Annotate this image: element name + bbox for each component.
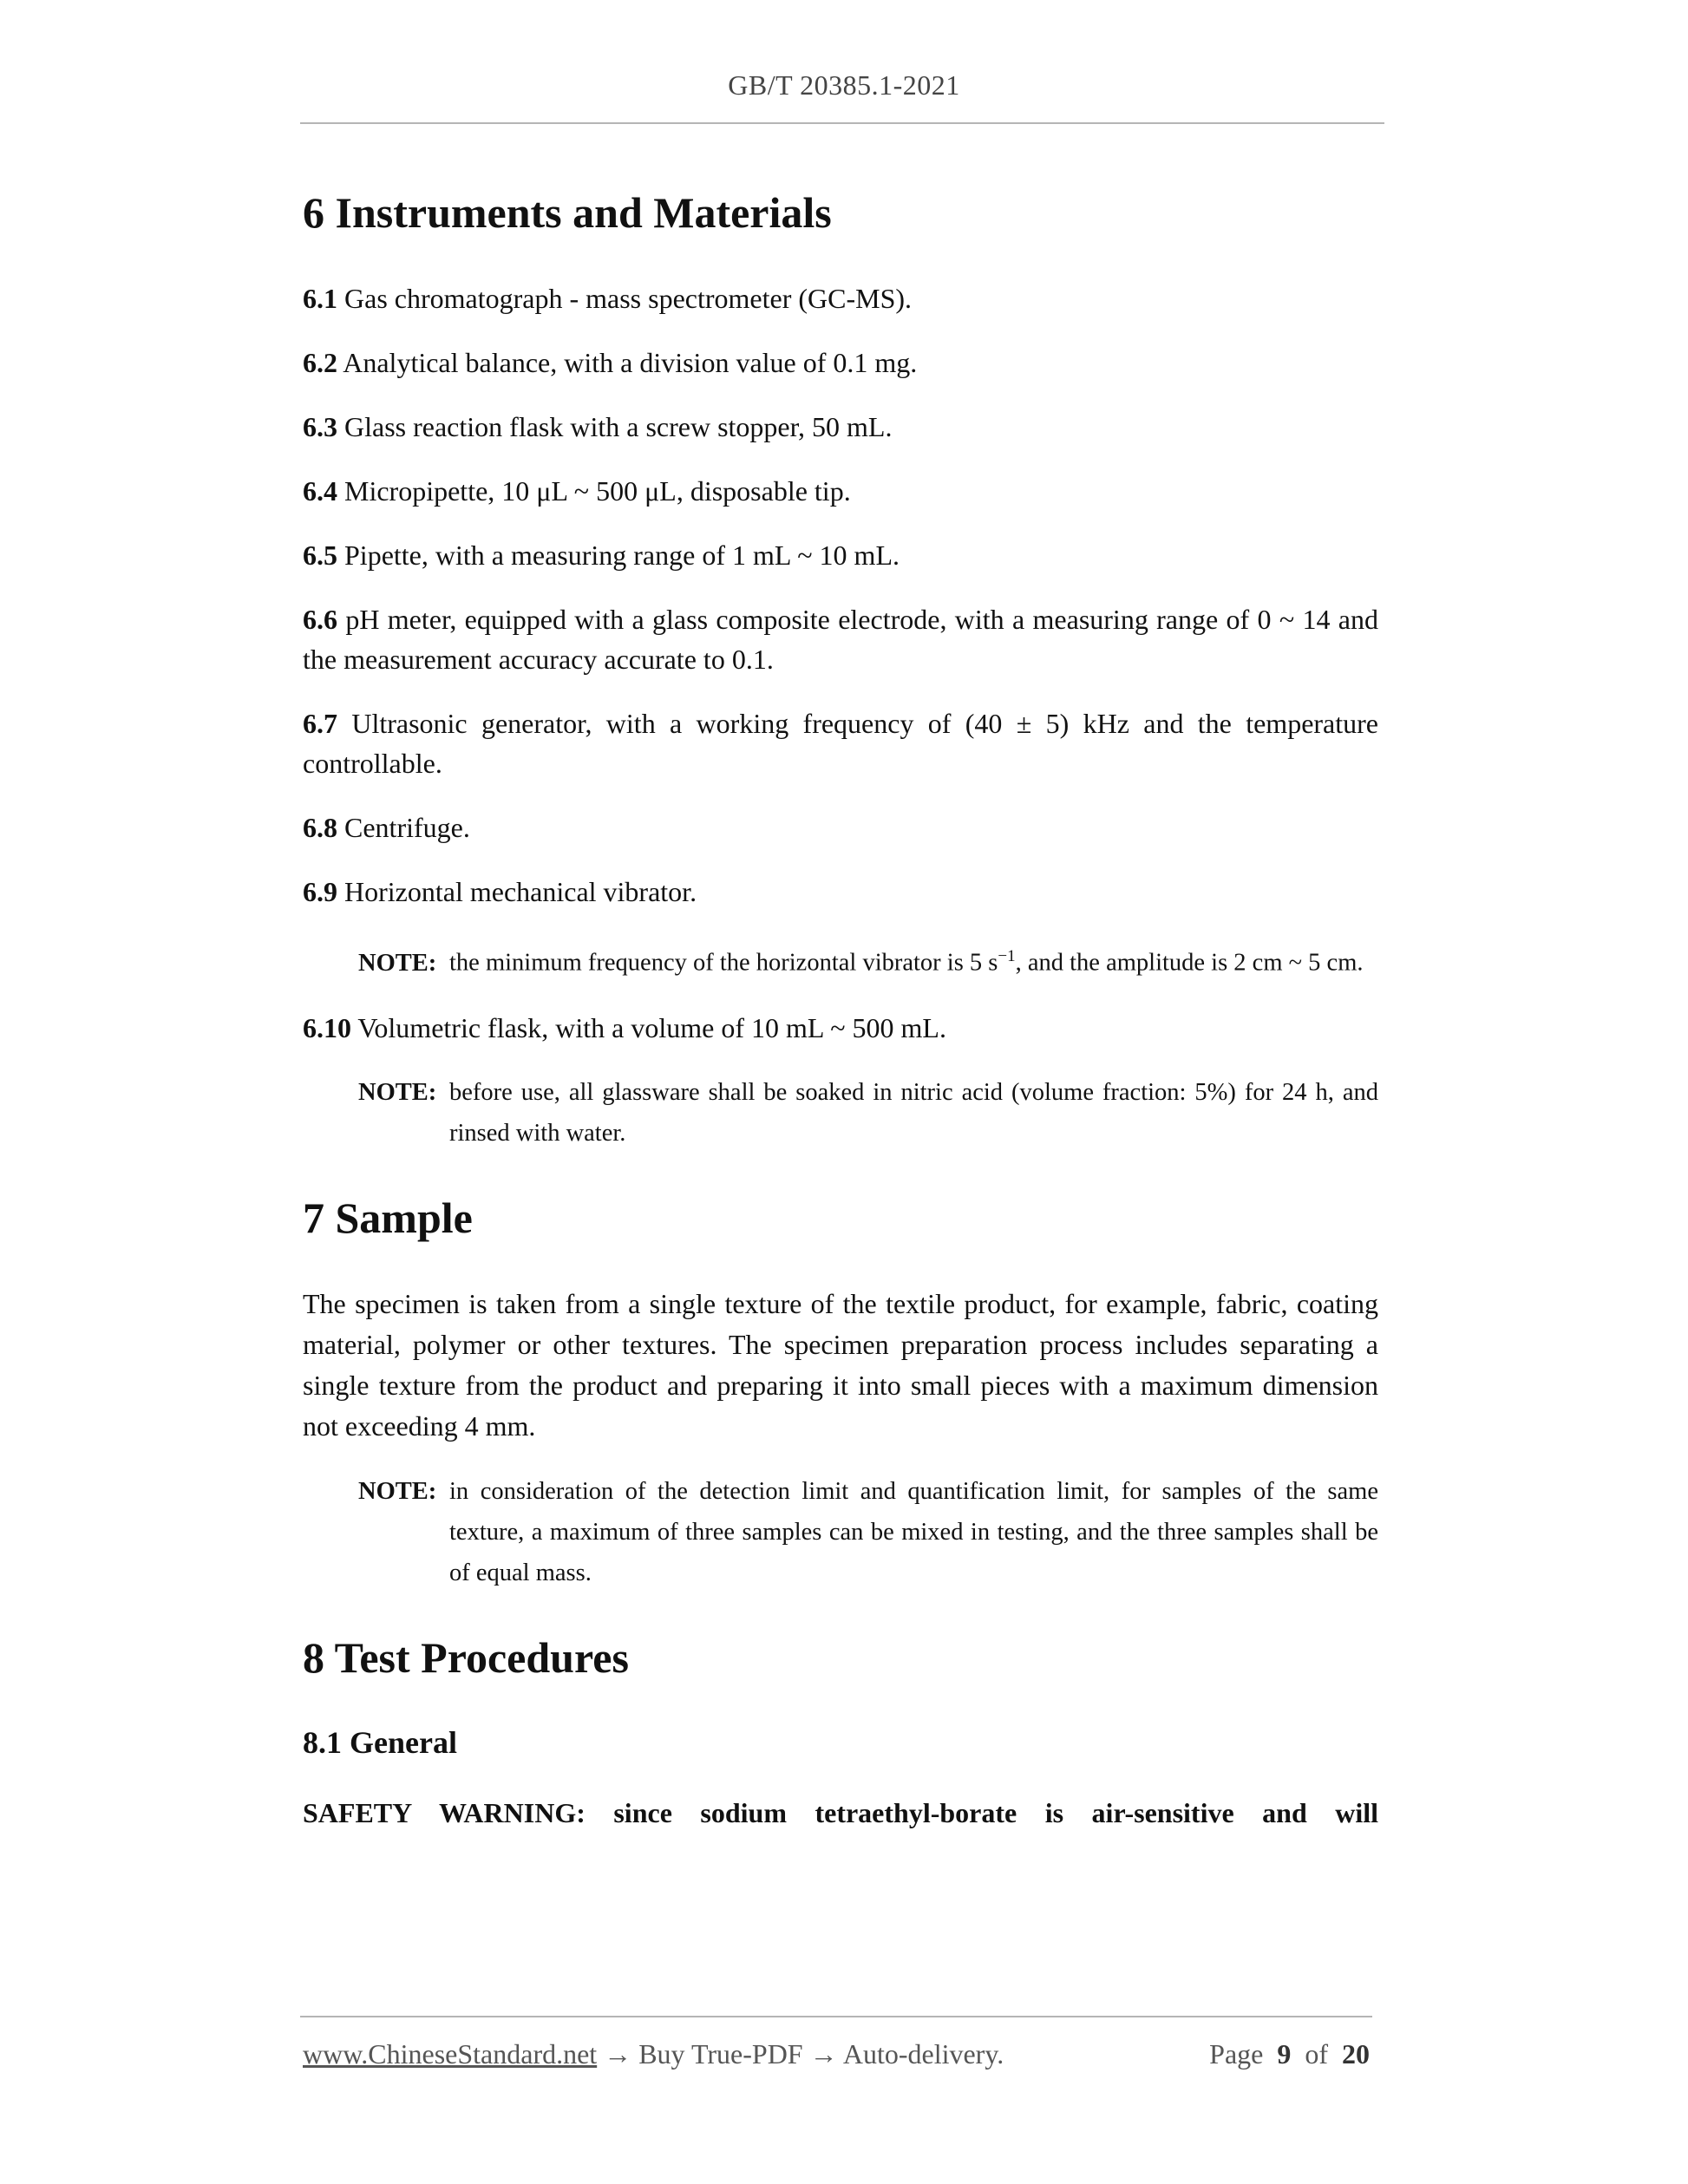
clause-6-10 — [303, 1008, 1378, 1048]
page-footer — [303, 2038, 1370, 2078]
clause-number: 6.9 — [303, 876, 337, 907]
clause-text: Centrifuge. — [344, 812, 470, 843]
clause-6-9 — [303, 872, 1378, 912]
note-label: NOTE: — [358, 949, 437, 977]
clause-6-7 — [303, 703, 1378, 783]
note-text-pre: the minimum frequency of the horizontal vibrator is 5 s — [449, 949, 998, 977]
section-8-heading: 8 Test Procedures — [303, 1632, 629, 1682]
buy-pdf-text: Buy True-PDF — [638, 2038, 803, 2070]
note-horizontal-vibrator — [358, 936, 1378, 984]
clause-number: 6.6 — [303, 604, 337, 635]
clause-number: 6.2 — [303, 347, 337, 378]
subsection-8-1-heading: 8.1 General — [303, 1724, 457, 1760]
section-7-heading: 7 Sample — [303, 1193, 473, 1242]
clause-number: 6.4 — [303, 475, 337, 507]
clause-text: Horizontal mechanical vibrator. — [344, 876, 697, 907]
note-text-post: , and the amplitude is 2 cm ~ 5 cm. — [1015, 949, 1364, 977]
clause-text: Glass reaction flask with a screw stopper, 50 mL. — [344, 411, 893, 442]
note-label: NOTE: — [358, 1477, 437, 1505]
header-divider — [300, 122, 1384, 124]
clause-6-1 — [303, 278, 1378, 318]
note-label: NOTE: — [358, 1078, 437, 1106]
page-number — [1209, 2038, 1370, 2070]
clause-6-6 — [303, 599, 1378, 679]
clause-number: 6.1 — [303, 283, 337, 314]
arrow-icon: → — [809, 2038, 838, 2070]
note-text: before use, all glassware shall be soaked in nitric acid (volume fraction: 5%) for 24 h, and rinsed with water. — [449, 1078, 1378, 1147]
current-page: 9 — [1277, 2038, 1292, 2070]
clause-6-8 — [303, 808, 1378, 847]
clause-6-4 — [303, 471, 1378, 511]
clause-number: 6.5 — [303, 539, 337, 571]
clause-number: 6.8 — [303, 812, 337, 843]
clause-number: 6.7 — [303, 708, 337, 739]
note-sample-mixing — [358, 1471, 1378, 1593]
clause-text: Micropipette, 10 μL ~ 500 μL, disposable tip. — [344, 475, 851, 507]
footer-promo — [303, 2038, 1004, 2070]
clause-text: Gas chromatograph - mass spectrometer (GC-MS). — [344, 283, 913, 314]
arrow-icon: → — [604, 2038, 632, 2070]
clause-text: pH meter, equipped with a glass composite electrode, with a measuring range of 0 ~ 14 and the measurement accuracy accurate to 0.1. — [303, 604, 1379, 675]
clause-text: Ultrasonic generator, with a working frequency of (40 ± 5) kHz and the temperature controllable. — [303, 708, 1379, 779]
page-content — [303, 178, 1378, 1833]
clause-text: Volumetric flask, with a volume of 10 mL ~ 500 mL. — [357, 1011, 946, 1043]
running-header: GB/T 20385.1-2021 — [728, 69, 960, 101]
clause-number: 6.3 — [303, 411, 337, 442]
note-superscript: −1 — [998, 947, 1016, 965]
note-text: in consideration of the detection limit and quantification limit, for samples of the same texture, a maximum of three samples can be mixed in testing, and the three samples shall be of equal mass. — [449, 1477, 1378, 1586]
clause-6-5 — [303, 535, 1378, 575]
clause-number: 6.10 — [303, 1011, 351, 1043]
clause-6-2 — [303, 343, 1378, 383]
page-word: Page — [1209, 2038, 1264, 2070]
site-link[interactable]: www.ChineseStandard.net — [303, 2038, 598, 2070]
note-glassware — [358, 1072, 1378, 1154]
clause-text: Analytical balance, with a division value of 0.1 mg. — [343, 347, 918, 378]
total-pages: 20 — [1342, 2038, 1370, 2070]
clause-text: Pipette, with a measuring range of 1 mL ~ 10 mL. — [344, 539, 900, 571]
sample-paragraph: The specimen is taken from a single texture of the textile product, for example, fabric, coating material, polymer or other textures. The specimen preparation process includes separating a single texture from the product and preparing it into small pieces with a maximum dimension not exceeding 4 mm. — [303, 1287, 1378, 1442]
section-6-heading: 6 Instruments and Materials — [303, 188, 832, 237]
clause-6-3 — [303, 407, 1378, 447]
safety-warning: SAFETY WARNING: since sodium tetraethyl-borate is air-sensitive and will — [303, 1796, 1378, 1828]
footer-divider — [300, 2016, 1372, 2017]
delivery-text: Auto-delivery. — [842, 2038, 1004, 2070]
of-word: of — [1305, 2038, 1328, 2070]
